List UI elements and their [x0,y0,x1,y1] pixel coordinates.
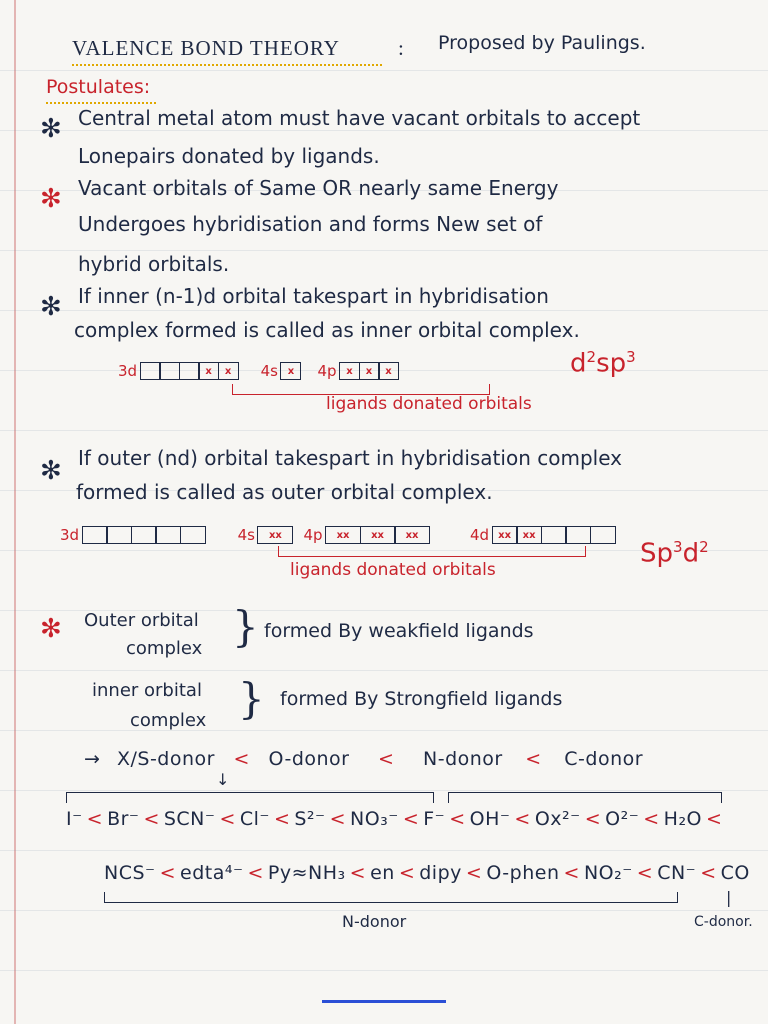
less-than: < [700,862,717,884]
ligand-item: Ox²⁻ [534,808,581,830]
title-subtitle: Proposed by Paulings. [438,32,646,54]
ligand-item: H₂O [663,808,703,830]
postulate-1-line-1: Central metal atom must have vacant orbitals to accept [78,106,641,130]
ligand-item: O²⁻ [605,808,640,830]
less-than: < [465,862,483,884]
orbital-box: x [359,362,380,380]
orbital-box [179,362,200,380]
orbital-box: xx [325,526,361,544]
postulate-3-line-1: If inner (n-1)d orbital takespart in hybridisation [78,284,549,308]
hyb-d: d [682,538,700,569]
ligand-item: I⁻ [66,808,83,830]
postulates-heading: Postulates: [46,76,151,98]
outer-complex-line-1: Outer orbital [84,610,199,631]
less-than: < [233,748,250,770]
less-than: < [525,748,542,770]
orbital-box [82,526,108,544]
orbital-box [180,526,206,544]
c-donor-tick: | [726,888,732,907]
inner-complex-line-2: complex [130,710,207,731]
hyb-d: d [570,348,587,379]
ligand-item: Py≈NH₃ [267,862,346,884]
asterisk-icon: ✻ [40,114,62,144]
ligand-item: SCN⁻ [163,808,216,830]
hyb-sup: 2 [586,348,597,366]
less-than: < [86,808,104,830]
less-than: < [329,808,346,830]
label-4s: 4s [237,526,255,544]
outer-orbital-diagram [60,526,622,544]
less-than: < [514,808,531,830]
c-donor-label: C-donor. [694,914,753,930]
donor-item: O-donor [268,748,350,770]
title-underline [72,62,382,66]
x-s-donor-bracket [66,792,434,803]
orbital-box [565,526,591,544]
orbital-box: x [198,362,219,380]
orbital-box [159,362,180,380]
less-than: < [273,808,291,830]
less-than: < [398,862,416,884]
ligand-item: Br⁻ [107,808,140,830]
less-than: < [247,862,264,884]
ligand-series-2 [104,862,750,884]
less-than: < [143,808,160,830]
orbital-4p-boxes [341,362,400,380]
label-4s: 4s [260,362,278,380]
postulates-underline [46,100,156,104]
orbital-box [131,526,157,544]
ligand-item: S²⁻ [294,808,326,830]
postulate-4-line-2: formed is called as outer orbital complex. [76,480,493,504]
outer-complex-desc: formed By weakfield ligands [264,620,534,642]
asterisk-icon: ✻ [40,292,62,322]
orbital-4s-boxes [259,526,294,544]
orbital-box: x [280,362,301,380]
inner-complex-desc: formed By Strongfield ligands [280,688,563,710]
hyb-sup: 2 [699,538,709,556]
ligand-item: Cl⁻ [239,808,270,830]
title-colon: : [398,36,405,60]
donor-item: X/S-donor [116,748,215,770]
orbital-4s-boxes [282,362,302,380]
donor-item: N-donor [423,748,503,770]
o-donor-bracket [448,792,722,803]
page-title: VALENCE BOND THEORY [72,36,340,60]
ligand-item: CO [720,862,750,884]
orbital-box [155,526,181,544]
label-3d: 3d [118,362,138,380]
orbital-4p-boxes [327,526,431,544]
orbital-box [106,526,132,544]
orbital-box [590,526,616,544]
postulate-2-line-2: Undergoes hybridisation and forms New set of [78,212,543,236]
less-than: < [563,862,580,884]
hyb-sup: 3 [673,538,683,556]
postulate-2-line-3: hybrid orbitals. [78,252,230,276]
postulate-1-line-2: Lonepairs donated by ligands. [78,144,380,168]
less-than: < [636,862,654,884]
postulate-2-line-1: Vacant orbitals of Same OR nearly same Energy [78,176,559,200]
hyb-sup: 3 [626,348,636,366]
ligand-item: CN⁻ [657,862,697,884]
label-4p: 4p [303,526,323,544]
hyb-sp: Sp [640,538,674,569]
page-edge-mark [322,1000,446,1003]
orbital-box: x [218,362,239,380]
asterisk-icon: ✻ [40,614,62,644]
postulate-3-line-2: complex formed is called as inner orbital complex. [74,318,580,342]
donor-item: C-donor [564,748,644,770]
outer-bracket-label: ligands donated orbitals [290,560,496,580]
less-than: < [378,748,395,770]
ligand-item: NO₂⁻ [583,862,633,884]
orbital-3d-boxes [141,362,239,380]
curly-brace-icon: } [238,674,265,723]
orbital-box: x [378,362,399,380]
postulate-4-line-1: If outer (nd) orbital takespart in hybridisation complex [78,446,622,470]
curly-brace-icon: } [232,602,259,651]
orbital-box: x [339,362,360,380]
ligand-item: NO₃⁻ [350,808,399,830]
inner-hybridisation [570,348,636,379]
hyb-sp: sp [596,348,627,379]
outer-complex-line-2: complex [126,638,203,659]
ligand-item: dipy [419,862,462,884]
arrow-icon: → [84,748,101,770]
ligand-item: OH⁻ [469,808,511,830]
asterisk-icon: ✻ [40,184,62,214]
less-than: < [584,808,602,830]
less-than: < [349,862,367,884]
asterisk-icon: ✻ [40,456,62,486]
label-4p: 4p [317,362,337,380]
ligand-bracket [278,546,586,557]
ligand-item: O-phen [486,862,560,884]
orbital-box: xx [516,526,542,544]
label-4d: 4d [470,526,490,544]
orbital-box [140,362,161,380]
donor-order [84,748,643,770]
less-than: < [159,862,176,884]
orbital-box: xx [394,526,430,544]
orbital-box: xx [492,526,518,544]
n-donor-label: N-donor [342,912,407,931]
orbital-4d-boxes [493,526,616,544]
orbital-box: xx [257,526,293,544]
ligand-item: NCS⁻ [104,862,156,884]
inner-complex-line-1: inner orbital [92,680,202,701]
less-than: < [449,808,466,830]
less-than: < [643,808,660,830]
inner-orbital-diagram [118,362,405,380]
less-than: < [402,808,420,830]
less-than: < [219,808,236,830]
down-arrow-icon: ↓ [216,770,230,789]
orbital-box [541,526,567,544]
orbital-3d-boxes [83,526,206,544]
less-than: < [706,808,723,830]
ligand-series-1 [66,808,726,830]
ligand-item: edta⁴⁻ [180,862,244,884]
orbital-box: xx [360,526,396,544]
ligand-item: en [370,862,395,884]
n-donor-bracket [104,892,678,903]
outer-hybridisation [640,538,709,569]
label-3d: 3d [60,526,80,544]
inner-bracket-label: ligands donated orbitals [326,394,532,414]
ligand-item: F⁻ [423,808,446,830]
